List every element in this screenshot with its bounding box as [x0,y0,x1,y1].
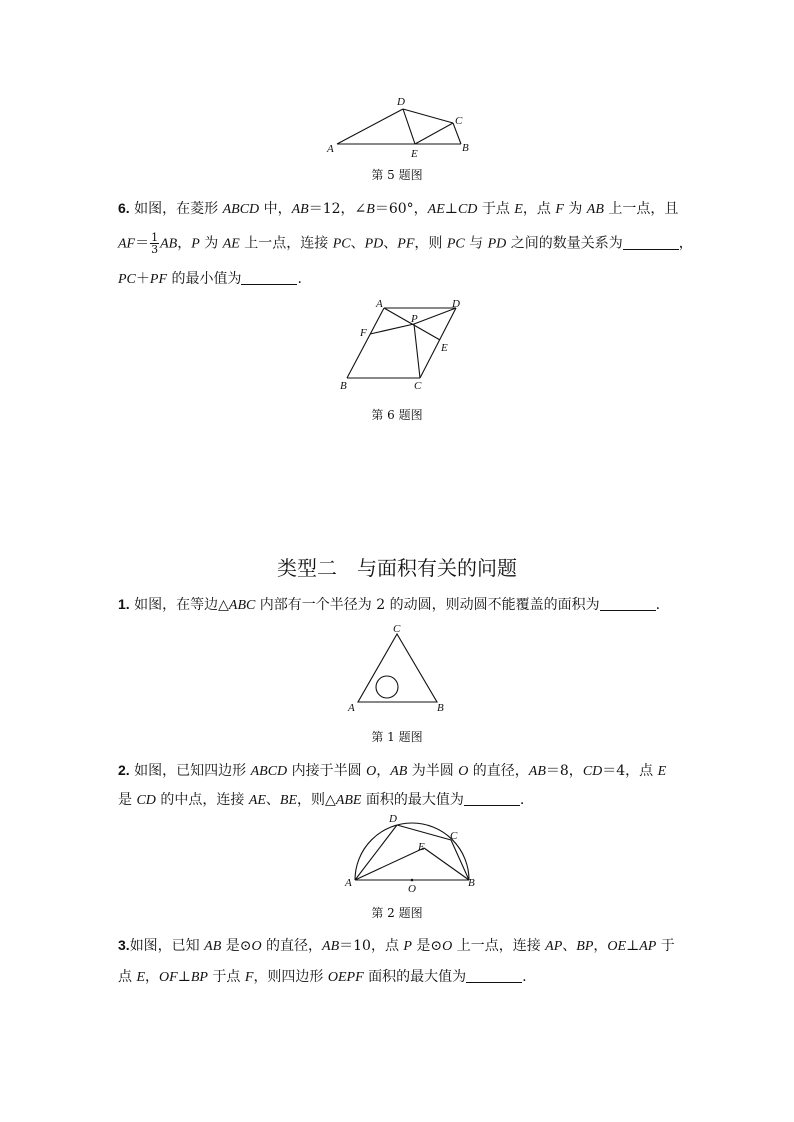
label-D: D [397,96,405,108]
text: ， [593,938,608,954]
math: ABC [228,598,256,613]
label-B: B [437,702,444,714]
figure-2-caption: 第 2 题图 [371,906,423,920]
text: 为 [199,235,223,252]
text: ⊥ [444,201,458,217]
figure-1-caption: 第 1 题图 [371,730,423,744]
answer-blank[interactable] [600,596,656,611]
text: 是⊙ [221,938,252,954]
label-B: B [468,877,475,889]
math: AE [248,793,266,808]
s2q2-line-1 [118,761,666,781]
text: 上一点，连接 [239,235,333,252]
text: ，则四边形 [253,969,328,985]
frac-num: 1 [151,231,159,244]
q6-line-1 [118,199,678,219]
s2q3-line-1 [118,936,675,956]
figure-2 [342,808,482,894]
text: . [522,969,527,985]
math: CD [457,202,478,217]
text: ＝4，点 [602,763,658,779]
text: ，则 [414,235,447,252]
text: 的直径， [468,763,529,779]
q6-line-3 [118,270,302,289]
figure-5-caption: 第 5 题图 [371,168,423,182]
figure-1 [343,622,453,714]
text: ＝12，∠ [308,201,367,217]
text: ＋ [135,271,150,287]
answer-blank[interactable] [623,235,679,250]
figure-5 [325,92,475,158]
label-C: C [455,115,463,127]
text: 、 [562,938,577,954]
math: O [366,764,377,779]
label-C: C [414,380,422,392]
text: ， [177,235,192,252]
math: AB [528,764,546,779]
label-F: F [360,327,367,339]
frac-den: 3 [151,243,159,256]
math: PC [446,236,465,252]
label-A: A [348,702,355,714]
label-D: D [389,813,397,825]
answer-blank[interactable] [466,968,522,983]
text: 如图，已知 [129,938,205,954]
text: 内部有一个半径为 2 的动圆，则动圆不能覆盖的面积为 [255,597,600,613]
math: OF [159,970,178,985]
text: 的中点，连接 [155,792,249,808]
math: AP [639,939,657,954]
text: 的最小值为 [167,271,242,287]
math: AB [390,764,408,779]
text: 内接于半圆 [287,763,367,779]
math: AB [322,939,340,954]
math: AB [204,939,222,954]
math: AB [586,202,604,217]
text: . [519,792,525,808]
math: O [251,939,262,954]
text: ＝8， [545,763,583,779]
math: PD [364,236,384,252]
text: 为 [563,201,587,217]
label-E: E [441,342,448,354]
label-P: P [411,313,418,325]
math: AB [291,202,309,217]
label-A: A [345,877,352,889]
math: OEPF [327,970,364,985]
math: PC [118,272,136,287]
text: 与 [464,235,488,252]
math: PF [149,272,167,287]
text: 、 [383,235,398,252]
math: BE [279,793,298,808]
math: BP [190,970,208,985]
text: 面积的最大值为 [363,969,467,985]
answer-blank[interactable] [464,791,520,806]
math: AE [427,202,445,217]
figure-6 [332,296,472,394]
label-E: E [411,148,418,158]
s2q1-line-1 [118,595,660,615]
text: 的直径， [261,938,323,954]
text: 点 [118,969,137,985]
math: P [191,236,200,252]
math: O [442,939,453,954]
s2q1-number: 1. [118,596,130,612]
text: 上一点，连接 [452,938,546,954]
math: F [555,202,564,217]
text: . [655,597,661,613]
math: AB [160,236,178,252]
label-C: C [450,830,458,842]
math: AP [545,939,563,954]
text: ，点 [522,201,556,217]
math: O [458,764,469,779]
text: ＝ [135,235,150,252]
text: ， [376,763,391,779]
math: AF [118,236,136,252]
math: E [136,970,146,985]
text: 如图，已知四边形 [129,763,251,779]
text: 于点 [207,969,245,985]
s2q2-number: 2. [118,762,130,778]
text: 之间的数量关系为 [506,235,623,252]
text: ＝60°， [374,201,428,217]
figure-6-caption: 第 6 题图 [371,408,423,422]
label-A: A [327,143,334,155]
q6-number: 6. [118,200,130,216]
math: PC [332,236,351,252]
text: 、 [265,792,280,808]
label-D: D [452,298,460,310]
fraction-one-third [150,232,159,255]
text: ， [145,969,160,985]
text: 中， [259,201,292,217]
text: ， [678,235,693,252]
text: 于 [656,938,675,954]
text: 是⊙ [411,938,443,954]
math: CD [136,793,156,808]
math: P [403,939,412,954]
section-title: 类型二 与面积有关的问题 [277,556,517,580]
text: 如图，在菱形 [129,201,223,217]
text: ，则△ [297,792,336,808]
text: ⊥ [626,938,640,954]
s2q3-line-2 [118,968,527,987]
text: 是 [118,792,137,808]
math: OE [607,939,627,954]
label-E: E [418,841,425,853]
s2q3-number: 3. [118,937,130,953]
label-O: O [408,883,416,894]
math: PF [397,236,415,252]
text: 面积的最大值为 [361,792,464,808]
text: 为半圆 [407,763,459,779]
text: ⊥ [177,969,191,985]
math: ABCD [250,764,288,779]
text: ＝10，点 [339,938,404,954]
math: F [244,970,254,985]
math: AE [222,236,240,252]
math: E [657,764,667,779]
math: PD [487,236,507,252]
label-B: B [340,380,347,392]
text: . [297,271,302,287]
math: CD [582,764,603,779]
text: 如图，在等边△ [129,597,229,613]
answer-blank[interactable] [241,270,297,285]
q6-line-2 [118,232,693,255]
math: E [514,202,523,217]
label-B: B [462,142,469,154]
text: 于点 [477,201,515,217]
math: B [366,202,375,217]
math: BP [576,939,594,954]
text: 、 [350,235,365,252]
label-A: A [376,298,383,310]
math: ABCD [222,202,260,217]
math: ABE [335,793,362,808]
label-C: C [393,623,401,635]
text: 上一点，且 [603,201,679,217]
